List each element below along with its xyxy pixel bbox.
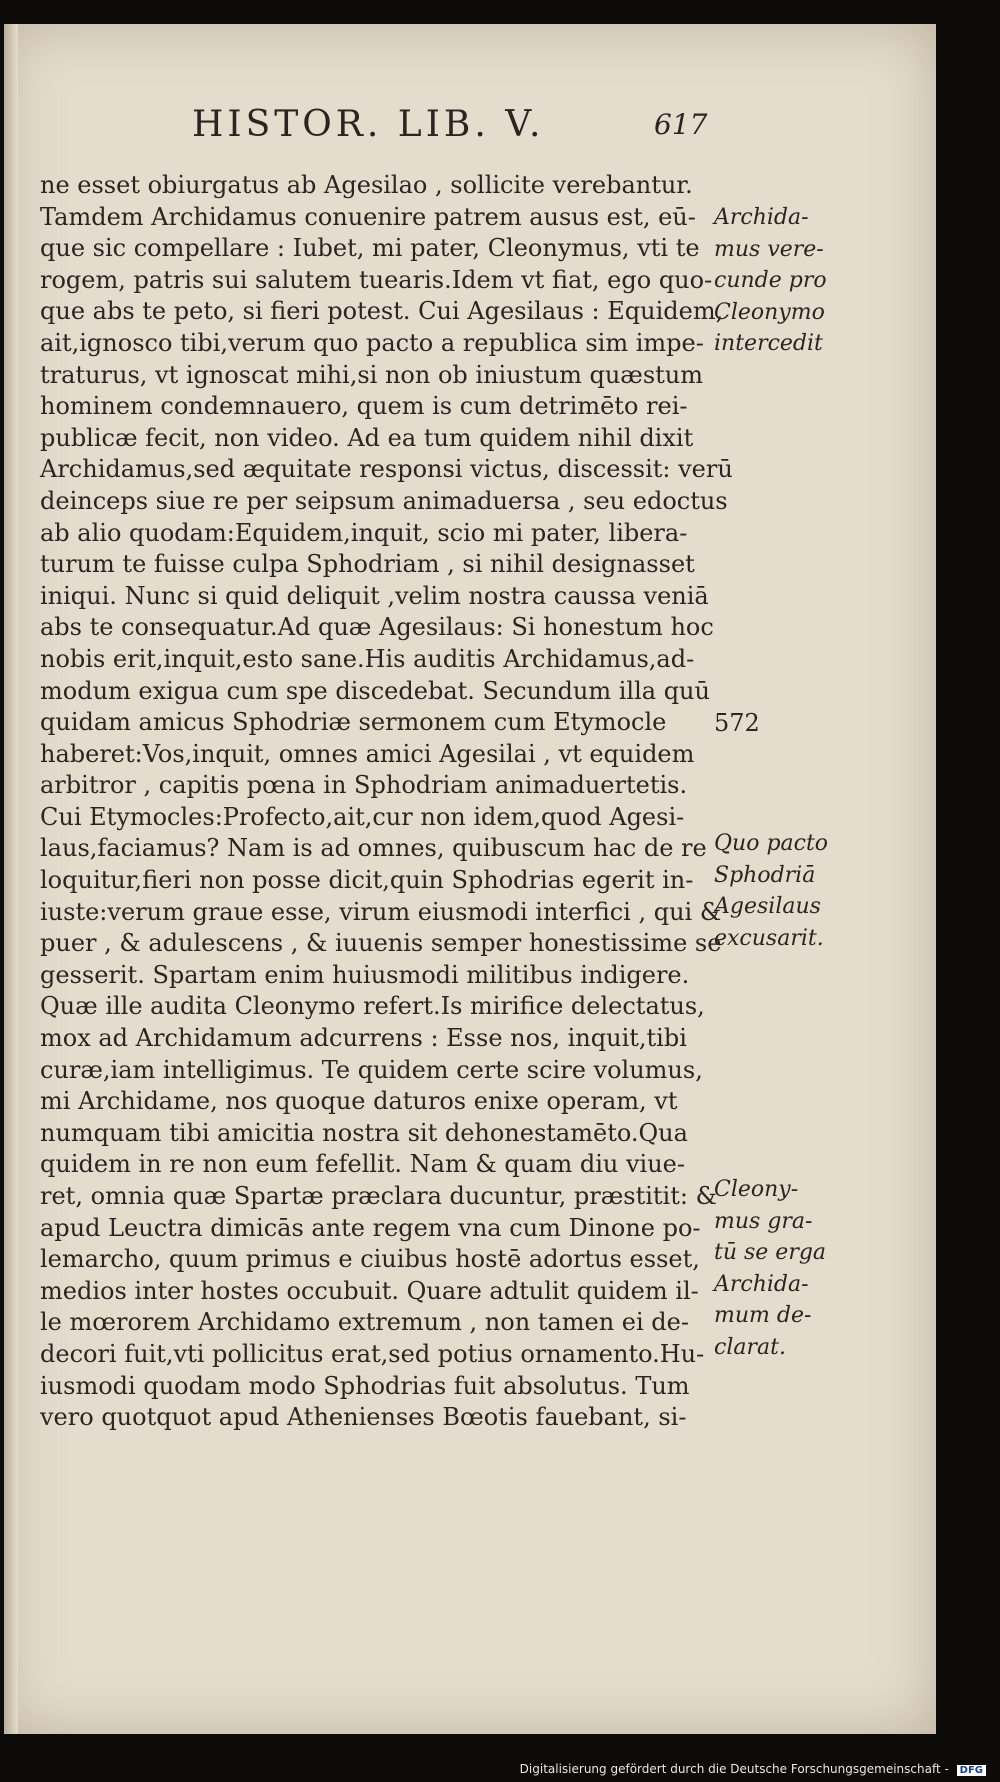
text-line: curæ,iam intelligimus. Te quidem certe scire volumus,	[40, 1055, 703, 1084]
text-line: quidem in re non eum fefellit. Nam & quam diu viue-	[40, 1150, 685, 1179]
marginal-note-page-ref	[714, 708, 844, 740]
marginal-note-line: Quo pacto	[714, 831, 829, 856]
text-line: iniqui. Nunc si quid deliquit ,velim nostra caussa veniā	[40, 581, 709, 610]
marginal-note-cleonymus	[714, 1174, 844, 1364]
text-line: arbitror , capitis pœna in Sphodriam animaduertetis.	[40, 771, 688, 800]
text-line: decori fuit,vti pollicitus erat,sed potius ornamento.Hu-	[40, 1339, 705, 1368]
marginal-note-line: cunde pro	[714, 268, 827, 294]
marginal-note-line: excusarit.	[714, 925, 824, 951]
text-line: lemarcho, quum primus e ciuibus hostē adortus esset,	[40, 1245, 700, 1274]
digitization-footer	[520, 1762, 986, 1776]
dfg-logo: DFG	[957, 1765, 986, 1776]
text-line: publicæ fecit, non video. Ad ea tum quidem nihil dixit	[40, 423, 694, 452]
page-number: 617	[654, 108, 708, 141]
marginal-note-line: intercedit	[714, 331, 823, 357]
text-line: nobis erit,inquit,esto sane.His auditis Archidamus,ad-	[40, 644, 695, 673]
text-line: puer , & adulescens , & iuuenis semper honestissime se	[40, 929, 722, 958]
text-line: quidam amicus Sphodriæ sermonem cum Etymocle	[40, 708, 667, 737]
marginal-note-sphodrias	[714, 828, 844, 954]
text-line: traturus, vt ignoscat mihi,si non ob iniustum quæstum	[40, 360, 704, 389]
text-line: ne esset obiurgatus ab Agesilao , sollicite verebantur.	[40, 171, 693, 199]
text-line: mi Archidame, nos quoque daturos enixe operam, vt	[40, 1087, 678, 1116]
marginal-note-line: clarat.	[714, 1334, 786, 1360]
marginal-note-line: Cleonymo	[714, 299, 825, 325]
text-line: ait,ignosco tibi,verum quo pacto a republica sim impe-	[40, 328, 704, 357]
text-line: haberet:Vos,inquit, omnes amici Agesilai , vt equidem	[40, 739, 695, 768]
text-line: que abs te peto, si fieri potest. Cui Agesilaus : Equidem,	[40, 297, 724, 326]
text-line: le mœrorem Archidamo extremum , non tamen ei de-	[40, 1308, 689, 1337]
text-line: deinceps siue re per seipsum animaduersa , seu edoctus	[40, 486, 728, 515]
text-line: gesserit. Spartam enim huiusmodi militibus indigere.	[40, 960, 690, 989]
marginal-note-line: Agesilaus	[714, 894, 821, 920]
marginal-note-line: tū se erga	[714, 1240, 827, 1266]
text-line: iusmodi quodam modo Sphodrias fuit absolutus. Tum	[40, 1371, 690, 1400]
text-line: mox ad Archidamum adcurrens : Esse nos, inquit,tibi	[40, 1024, 687, 1053]
main-text-block	[40, 170, 733, 1434]
marginal-note-line: 572	[714, 709, 760, 737]
marginal-note-line: Archida-	[714, 1271, 809, 1297]
text-line: Tamdem Archidamus conuenire patrem ausus est, eū-	[40, 202, 696, 231]
marginal-note-line: Sphodriā	[714, 862, 816, 888]
text-line: hominem condemnauero, quem is cum detrimēto rei-	[40, 392, 688, 421]
running-head: HISTOR. LIB. V.	[192, 104, 545, 145]
text-line: numquam tibi amicitia nostra sit dehonestamēto.Qua	[40, 1118, 688, 1147]
text-line: apud Leuctra dimicās ante regem vna cum Dinone po-	[40, 1213, 701, 1242]
text-line: iuste:verum graue esse, virum eiusmodi interfici , qui &	[40, 897, 722, 926]
marginal-note-line: Cleony-	[714, 1177, 799, 1202]
text-line: modum exigua cum spe discedebat. Secundum illa quū	[40, 676, 710, 705]
text-line: abs te consequatur.Ad quæ Agesilaus: Si honestum hoc	[40, 613, 714, 642]
text-line: ret, omnia quæ Spartæ præclara ducuntur, præstitit: &	[40, 1182, 717, 1210]
marginal-note-line: mus vere-	[714, 236, 824, 262]
text-line: que sic compellare : Iubet, mi pater, Cleonymus, vti te	[40, 234, 700, 263]
page-header	[4, 104, 936, 154]
text-line: Archidamus,sed æquitate responsi victus, discessit: verū	[40, 455, 733, 484]
marginal-note-line: mum de-	[714, 1303, 812, 1329]
footer-credit: Digitalisierung gefördert durch die Deutsche Forschungsgemeinschaft -	[519, 1762, 949, 1776]
text-line: Quæ ille audita Cleonymo refert.Is mirifice delectatus,	[40, 992, 705, 1021]
text-line: loquitur,fieri non posse dicit,quin Sphodrias egerit in-	[40, 866, 694, 895]
text-line: turum te fuisse culpa Sphodriam , si nihil designasset	[40, 550, 695, 579]
marginal-note-line: Archida-	[714, 205, 809, 230]
marginal-note-archidamus	[714, 202, 844, 360]
text-line: laus,faciamus? Nam is ad omnes, quibuscum hac de re	[40, 834, 707, 863]
book-page	[4, 24, 936, 1734]
text-line: vero quotquot apud Athenienses Bœotis fauebant, si-	[40, 1403, 687, 1432]
text-line: Cui Etymocles:Profecto,ait,cur non idem,quod Agesi-	[40, 802, 685, 831]
text-line: rogem, patris sui salutem tuearis.Idem vt fiat, ego quo-	[40, 265, 713, 294]
text-line: medios inter hostes occubuit. Quare adtulit quidem il-	[40, 1276, 699, 1305]
text-line: ab alio quodam:Equidem,inquit, scio mi pater, libera-	[40, 518, 688, 547]
marginal-note-line: mus gra-	[714, 1208, 813, 1234]
page-gutter-edge	[4, 24, 18, 1734]
